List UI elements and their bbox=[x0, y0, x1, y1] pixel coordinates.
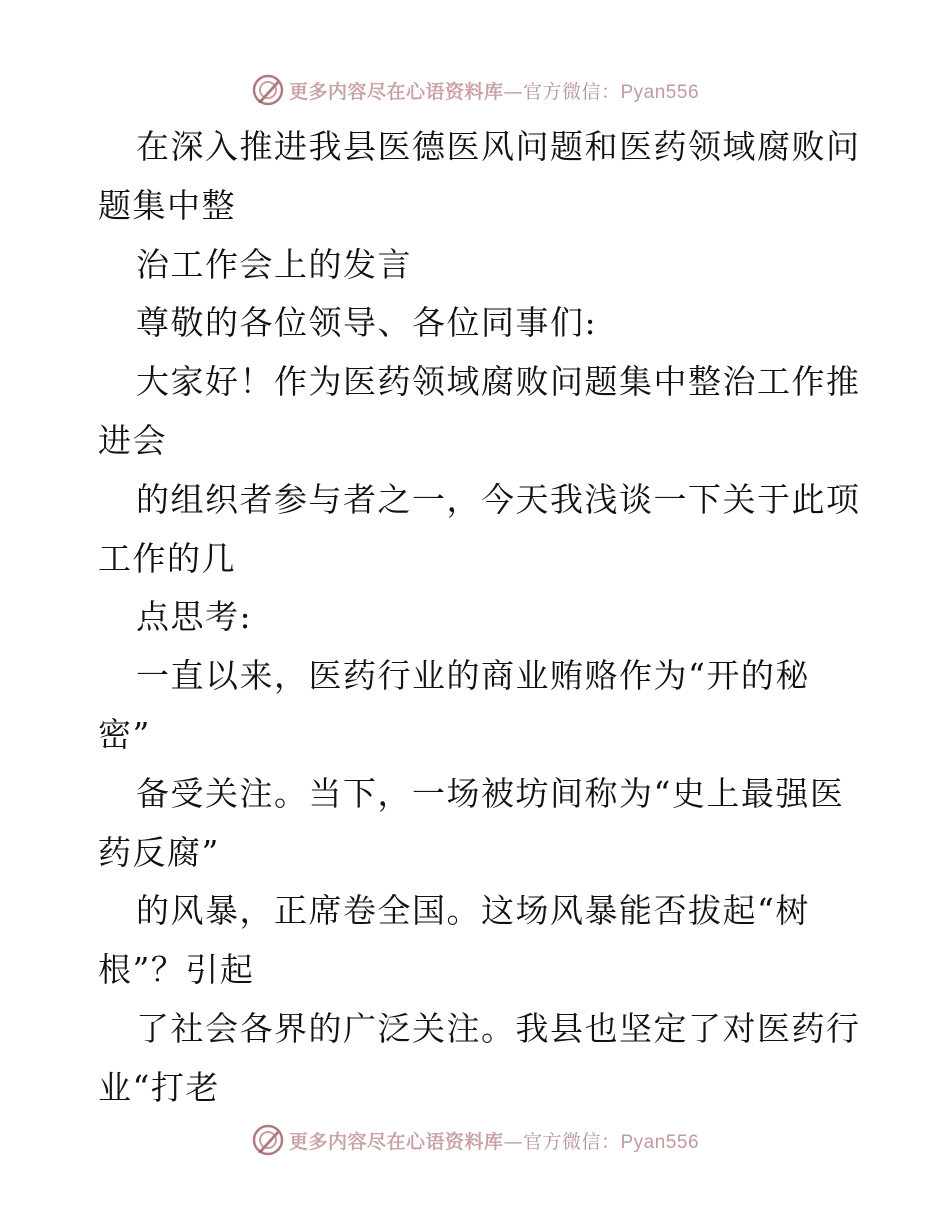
watermark-sub-text: —官方微信： bbox=[503, 1130, 621, 1153]
text-line: 根”？引起 bbox=[98, 950, 255, 990]
text-line: 点思考: bbox=[136, 597, 253, 637]
text-line: 密” bbox=[98, 714, 151, 754]
watermark-sub-text: —官方微信： bbox=[503, 80, 621, 103]
watermark-main-text: 更多内容尽在心语资料库 bbox=[288, 1130, 504, 1153]
text-line: 治工作会上的发言 bbox=[136, 244, 412, 284]
text-line: 备受关注。当下，一场被坊间称为“史上最强医 bbox=[136, 773, 845, 813]
watermark-wechat-id: Pyan556 bbox=[620, 1131, 700, 1153]
pen-logo-icon bbox=[251, 1123, 285, 1157]
text-line: 题集中整 bbox=[98, 185, 236, 225]
text-line: 一直以来，医药行业的商业贿赂作为“开的秘 bbox=[136, 656, 810, 696]
text-line: 尊敬的各位领导、各位同事们: bbox=[136, 303, 598, 343]
pen-logo-icon bbox=[251, 73, 285, 107]
text-line: 工作的几 bbox=[98, 538, 236, 578]
text-line: 了社会各界的广泛关注。我县也坚定了对医药行 bbox=[136, 1008, 861, 1048]
watermark-footer bbox=[0, 1120, 950, 1160]
document-body bbox=[98, 118, 861, 1118]
text-line: 药反腐” bbox=[98, 832, 220, 872]
text-line: 业“打老 bbox=[98, 1067, 220, 1107]
watermark-wechat-id: Pyan556 bbox=[620, 81, 700, 103]
text-line: 的组织者参与者之一，今天我浅谈一下关于此项 bbox=[136, 479, 861, 519]
watermark-main-text: 更多内容尽在心语资料库 bbox=[288, 80, 504, 103]
text-line: 的风暴，正席卷全国。这场风暴能否拔起“树 bbox=[136, 891, 810, 931]
text-line: 进会 bbox=[98, 420, 167, 460]
watermark-header bbox=[0, 70, 950, 110]
text-line: 大家好！作为医药领域腐败问题集中整治工作推 bbox=[136, 362, 861, 402]
text-line: 在深入推进我县医德医风问题和医药领域腐败问 bbox=[136, 127, 861, 166]
